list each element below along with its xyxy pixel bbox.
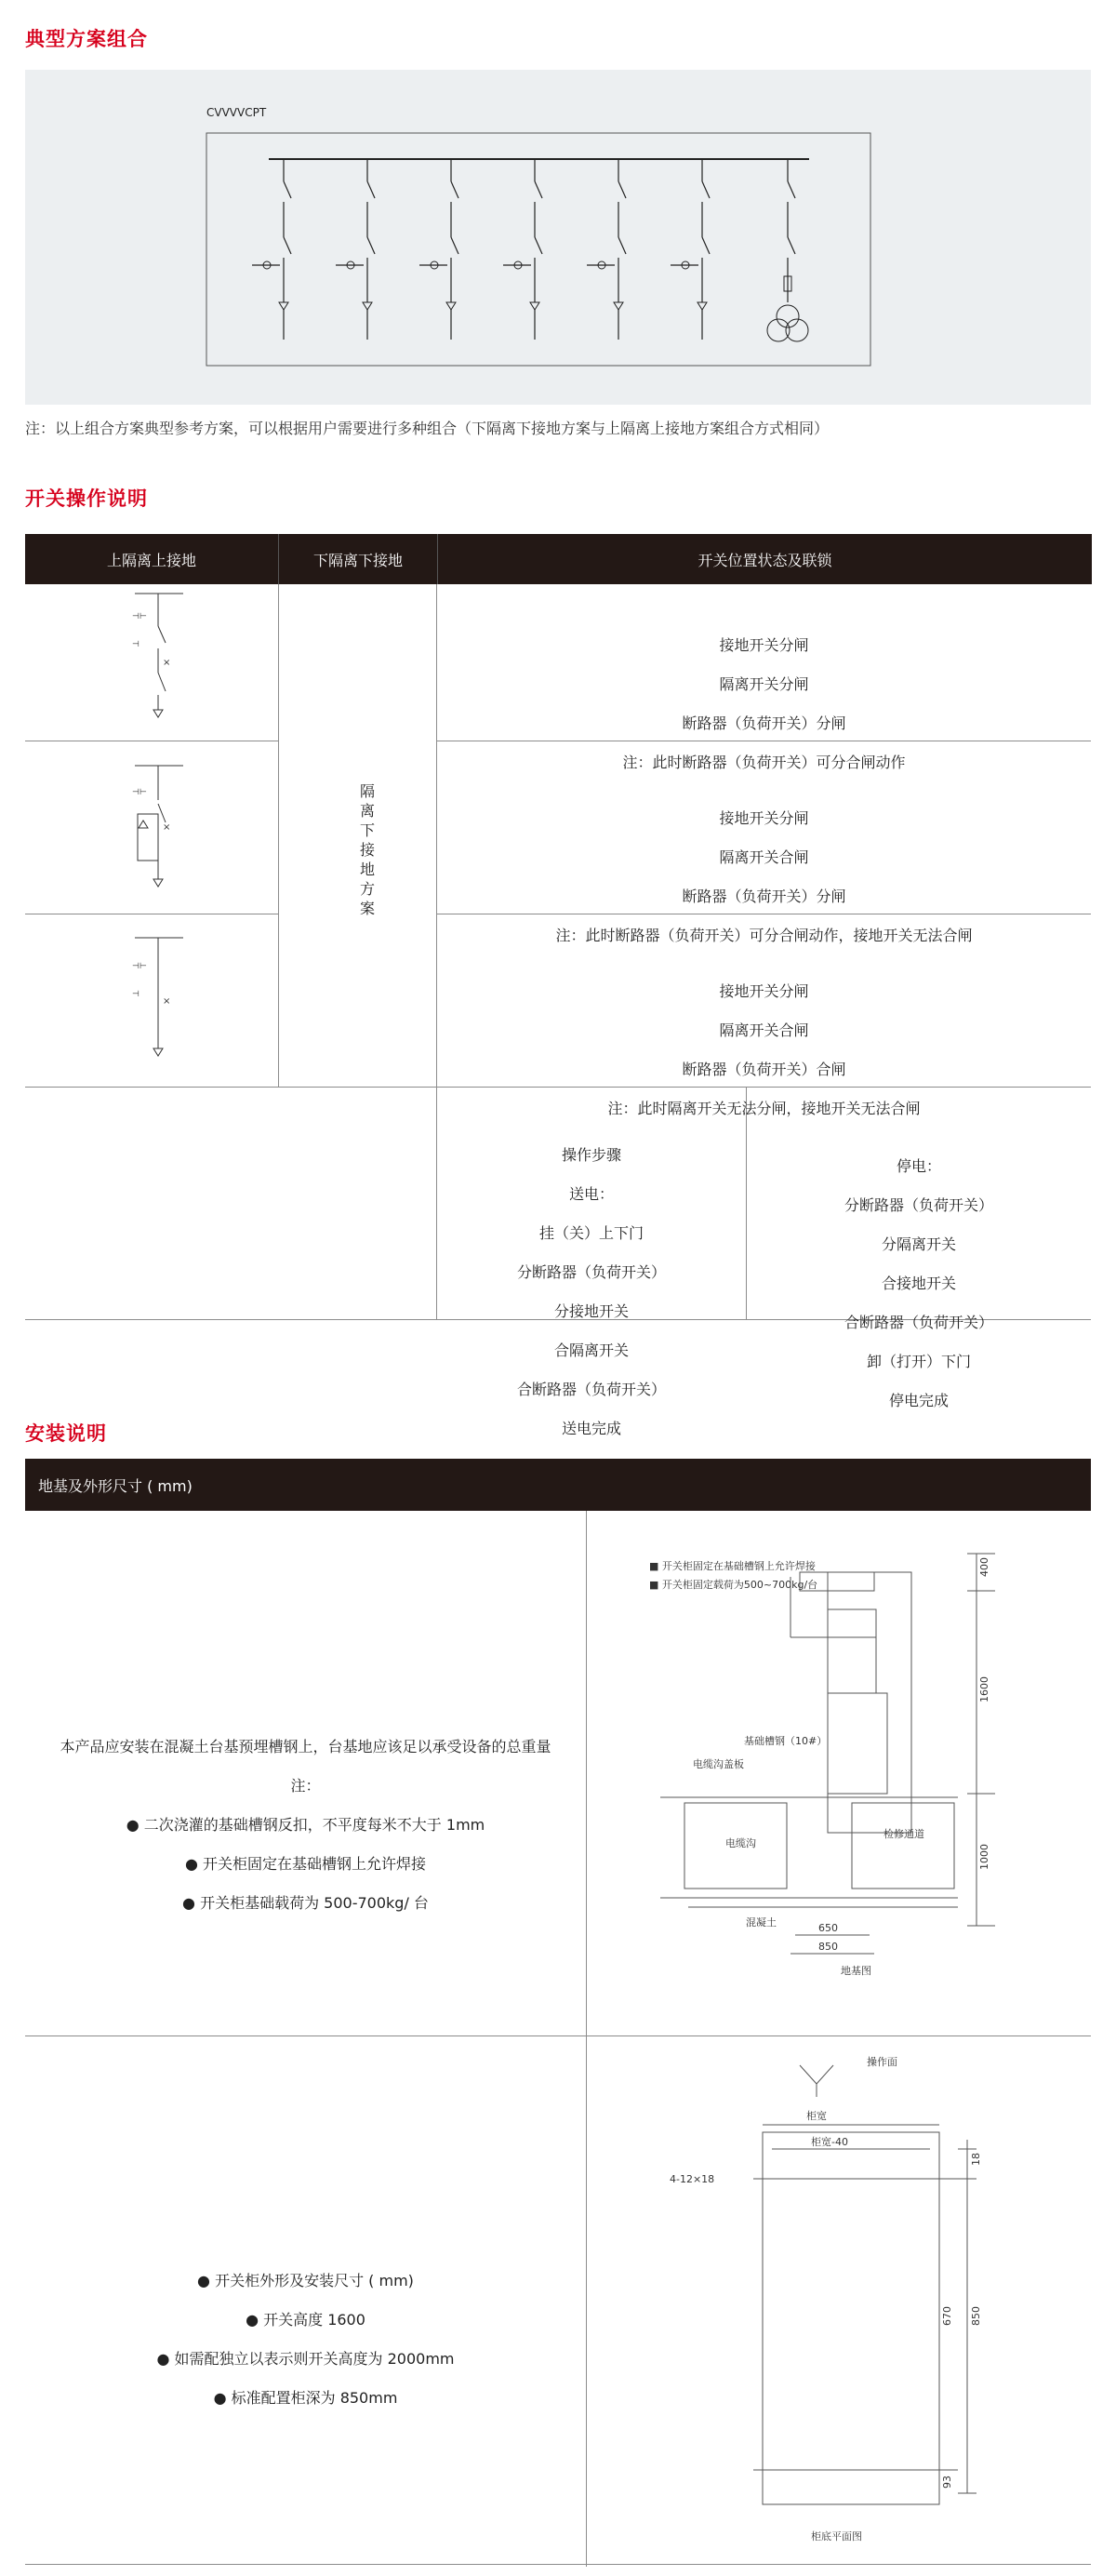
svg-text:检修通道: 检修通道 [884, 1828, 924, 1840]
svg-text:基础槽钢（10#）: 基础槽钢（10#） [744, 1735, 828, 1747]
install-band: 地基及外形尺寸 ( mm) [25, 1459, 1091, 1511]
table-header-lower: 下隔离下接地 [278, 534, 437, 584]
svg-text:1600: 1600 [978, 1676, 990, 1702]
svg-text:电缆沟盖板: 电缆沟盖板 [693, 1758, 744, 1770]
svg-text:850: 850 [818, 1941, 838, 1953]
single-line-diagram-panel [25, 70, 1091, 405]
cabinet-plan-figure [651, 2047, 1042, 2549]
row1-status: 接地开关分闸 隔离开关分闸 断路器（负荷开关）分闸 注：此时断路器（负荷开关）可分合闸动作 [622, 636, 906, 771]
row2-status: 接地开关分闸 隔离开关合闸 断路器（负荷开关）分闸 注：此时断路器（负荷开关）可分合闸动作，接地开关无法合闸 [555, 809, 973, 944]
foundation-figure [642, 1535, 1079, 1982]
feeder-1 [252, 159, 291, 340]
legend-1: ■ 开关柜固定在基础槽钢上允许焊接 [649, 1560, 816, 1572]
svg-text:4-12×18: 4-12×18 [670, 2173, 715, 2185]
section-title-typical: 典型方案组合 [25, 28, 148, 50]
section-title-operation: 开关操作说明 [25, 487, 148, 510]
svg-text:⊣⊢: ⊣⊢ [132, 962, 147, 971]
svg-text:柜底平面图: 柜底平面图 [811, 2530, 862, 2543]
legend-2: ■ 开关柜固定载荷为500~700kg/台 [649, 1579, 818, 1591]
divider [586, 1511, 587, 2567]
divider [278, 584, 279, 1087]
divider [25, 2035, 1091, 2036]
cabinet-text: ● 开关柜外形及安装尺寸 ( mm) ● 开关高度 1600 ● 如需配独立以表示则开关高度为 2000mm ● 标准配置柜深为 850mm [156, 2272, 455, 2407]
svg-text:18: 18 [970, 2153, 982, 2166]
feeder-6 [671, 159, 710, 340]
svg-text:×: × [163, 658, 171, 668]
svg-text:400: 400 [978, 1557, 990, 1577]
note-text: 注：以上组合方案典型参考方案，可以根据用户需要进行多种组合（下隔离下接地方案与上隔离上接地方案组合方式相同） [25, 420, 830, 437]
svg-text:柜宽: 柜宽 [806, 2110, 827, 2122]
svg-text:850: 850 [970, 2306, 982, 2326]
svg-text:⊣⊢: ⊣⊢ [132, 612, 147, 621]
svg-text:混凝土: 混凝土 [746, 1916, 777, 1929]
merged-label-vertical: 隔 离 下 接 地 方 案 [359, 782, 375, 917]
svg-text:操作面: 操作面 [867, 2056, 897, 2068]
svg-text:650: 650 [818, 1922, 838, 1934]
steps-power-on: 操作步骤 送电： 挂（关）上下门 分断路器（负荷开关） 分接地开关 合隔离开关 合断路器（负荷开关） 送电完成 [516, 1146, 666, 1437]
foundation-text: 本产品应安装在混凝土台基预埋槽钢上，台基地应该足以承受设备的总重量 注： ● 二次浇灌的基础槽钢反扣，不平度每米不大于 1mm ● 开关柜固定在基础槽钢上允许焊接 ● 开关柜基础载荷为 500-700kg/ 台 [60, 1738, 551, 1912]
svg-text:柜宽-40: 柜宽-40 [811, 2136, 848, 2148]
svg-text:电缆沟: 电缆沟 [725, 1837, 756, 1849]
row1-switch-diagram [130, 591, 186, 730]
svg-text:⊣⊢: ⊣⊢ [132, 788, 147, 797]
diagram-label: CVVVVCPT [206, 106, 267, 119]
divider [25, 2564, 1091, 2565]
single-line-diagram [25, 70, 1091, 405]
feeder-3 [419, 159, 458, 340]
feeder-7 [767, 159, 808, 341]
table-header-status: 开关位置状态及联锁 [437, 534, 1092, 584]
steps-power-off: 停电： 分断路器（负荷开关） 分隔离开关 合接地开关 合断路器（负荷开关） 卸（打开）下门 停电完成 [844, 1157, 993, 1409]
feeder-4 [503, 159, 542, 340]
svg-text:670: 670 [941, 2306, 953, 2326]
feeder-2 [336, 159, 375, 340]
section-title-install: 安装说明 [25, 1422, 107, 1445]
feeder-5 [587, 159, 626, 340]
svg-text:⊣: ⊣ [132, 990, 140, 999]
svg-text:×: × [163, 822, 171, 833]
svg-text:1000: 1000 [978, 1844, 990, 1870]
table-header-upper: 上隔离上接地 [25, 534, 278, 584]
row2-switch-diagram [130, 763, 186, 902]
svg-text:×: × [163, 996, 171, 1007]
svg-text:地基图: 地基图 [841, 1965, 871, 1977]
row3-switch-diagram [130, 935, 186, 1074]
svg-text:93: 93 [941, 2476, 953, 2489]
feeder-symbols [252, 159, 808, 341]
svg-text:⊣: ⊣ [132, 640, 140, 649]
row3-status: 接地开关分闸 隔离开关合闸 断路器（负荷开关）合闸 注：此时隔离开关无法分闸，接地开关无法合闸 [607, 982, 921, 1117]
